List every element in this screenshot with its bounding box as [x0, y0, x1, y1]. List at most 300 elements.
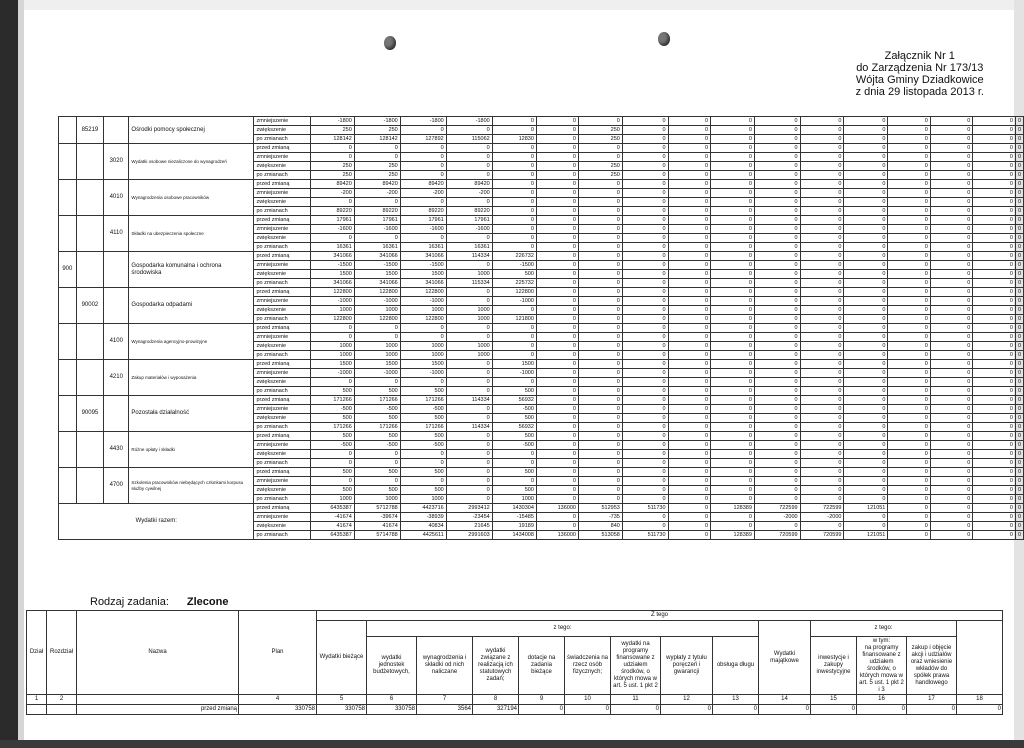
row-label: zwiększenie — [254, 270, 310, 279]
value-cell: -39674 — [354, 513, 400, 522]
row-label: przed zmianą — [254, 216, 310, 225]
value-cell: -200 — [354, 189, 400, 198]
value-cell: 0 — [492, 378, 536, 387]
value-cell: 0 — [973, 261, 1016, 270]
value-cell: 327194 — [473, 705, 519, 715]
value-cell: 0 — [446, 297, 492, 306]
value-cell: 0 — [578, 468, 622, 477]
value-cell: 0 — [446, 450, 492, 459]
value-cell: 1000 — [446, 315, 492, 324]
value-cell: 250 — [310, 126, 354, 135]
task-type-value: Zlecone — [186, 596, 229, 608]
value-cell: 0 — [888, 513, 930, 522]
value-cell: 0 — [754, 135, 800, 144]
value-cell: 0 — [578, 180, 622, 189]
column-number: 17 — [907, 695, 957, 705]
value-cell: 0 — [578, 423, 622, 432]
value-cell: 0 — [668, 459, 710, 468]
value-cell: 0 — [668, 504, 710, 513]
value-cell: 0 — [844, 144, 888, 153]
value-cell: 40834 — [400, 522, 446, 531]
value-cell: 0 — [536, 405, 578, 414]
value-cell: 0 — [536, 315, 578, 324]
value-cell: 0 — [930, 351, 972, 360]
value-cell: 0 — [354, 333, 400, 342]
value-cell: 0 — [622, 243, 668, 252]
section-name: Ośrodki pomocy społecznej — [129, 117, 254, 144]
value-cell: 0 — [844, 126, 888, 135]
value-cell: 720599 — [754, 531, 800, 540]
value-cell: 17961 — [310, 216, 354, 225]
value-cell: 0 — [711, 216, 755, 225]
value-cell: 0 — [622, 513, 668, 522]
value-cell: 128142 — [354, 135, 400, 144]
value-cell: 1500 — [310, 360, 354, 369]
value-cell: 0 — [1015, 189, 1023, 198]
value-cell: -1000 — [492, 297, 536, 306]
value-cell: 0 — [973, 279, 1016, 288]
value-cell: 0 — [446, 468, 492, 477]
value-cell: 0 — [446, 378, 492, 387]
column-number: 15 — [811, 695, 857, 705]
value-cell: -1000 — [310, 369, 354, 378]
value-cell: 16361 — [446, 243, 492, 252]
value-cell: 0 — [536, 306, 578, 315]
value-cell: -2000 — [754, 513, 800, 522]
value-cell: 0 — [400, 198, 446, 207]
value-cell: 0 — [800, 450, 844, 459]
value-cell: 0 — [888, 117, 930, 126]
value-cell: -1000 — [354, 369, 400, 378]
value-cell: 4425611 — [400, 531, 446, 540]
value-cell: 0 — [354, 324, 400, 333]
table-row — [59, 180, 1024, 189]
value-cell: 0 — [1015, 486, 1023, 495]
value-cell: 0 — [578, 270, 622, 279]
row-label: zwiększenie — [254, 162, 310, 171]
value-cell: 0 — [578, 495, 622, 504]
value-cell: 0 — [519, 705, 565, 715]
value-cell: 0 — [754, 207, 800, 216]
value-cell: 121051 — [844, 531, 888, 540]
value-cell: 0 — [973, 522, 1016, 531]
value-cell: 0 — [492, 477, 536, 486]
value-cell: 250 — [578, 171, 622, 180]
value-cell: 1000 — [310, 351, 354, 360]
col-header-zakup-akcji: zakup i objęcie akcji i udziałów oraz wniesienie wkładów do spółek prawa handlowego — [907, 637, 957, 695]
value-cell: 0 — [711, 378, 755, 387]
value-cell: -41674 — [310, 513, 354, 522]
value-cell: 0 — [1015, 279, 1023, 288]
value-cell: 0 — [973, 315, 1016, 324]
value-cell: 1000 — [446, 306, 492, 315]
rozdzial-code: 90002 — [76, 288, 103, 324]
value-cell: 17961 — [446, 216, 492, 225]
value-cell: 341066 — [310, 252, 354, 261]
value-cell: 0 — [1015, 198, 1023, 207]
value-cell: -1500 — [354, 261, 400, 270]
header-issuer: Wójta Gminy Dziadkowice — [855, 74, 984, 86]
column-number: 14 — [759, 695, 811, 705]
value-cell: 250 — [578, 135, 622, 144]
value-cell: 0 — [844, 513, 888, 522]
value-cell: 0 — [622, 486, 668, 495]
value-cell: -500 — [310, 441, 354, 450]
value-cell: 0 — [668, 117, 710, 126]
value-cell: 0 — [536, 423, 578, 432]
value-cell: 0 — [754, 495, 800, 504]
value-cell: 115062 — [446, 135, 492, 144]
section-name: Wynagrodzenia osobowe pracowników — [129, 180, 254, 216]
value-cell: 0 — [668, 261, 710, 270]
value-cell: 0 — [711, 117, 755, 126]
row-label: przed zmianą — [254, 396, 310, 405]
value-cell: 0 — [578, 405, 622, 414]
value-cell: 171266 — [400, 396, 446, 405]
value-cell: 171266 — [354, 423, 400, 432]
value-cell: 0 — [800, 522, 844, 531]
value-cell: 0 — [661, 705, 713, 715]
value-cell: 0 — [622, 297, 668, 306]
table-row — [59, 216, 1024, 225]
value-cell: 0 — [754, 144, 800, 153]
value-cell: 0 — [800, 162, 844, 171]
value-cell: 0 — [844, 441, 888, 450]
value-cell: 0 — [578, 387, 622, 396]
row-label: zwiększenie — [254, 522, 310, 531]
value-cell: 0 — [578, 252, 622, 261]
value-cell: 0 — [800, 495, 844, 504]
value-cell: 0 — [668, 144, 710, 153]
value-cell: 0 — [973, 396, 1016, 405]
value-cell: 0 — [536, 369, 578, 378]
value-cell: 0 — [622, 351, 668, 360]
value-cell: -1800 — [354, 117, 400, 126]
value-cell: 0 — [446, 198, 492, 207]
value-cell: 0 — [711, 297, 755, 306]
value-cell: 0 — [888, 270, 930, 279]
value-cell: 0 — [622, 315, 668, 324]
value-cell: 341066 — [354, 279, 400, 288]
value-cell: 0 — [536, 324, 578, 333]
dzial-code — [59, 216, 77, 252]
value-cell: 0 — [888, 378, 930, 387]
value-cell: 0 — [800, 441, 844, 450]
row-label: zmniejszenie — [254, 513, 310, 522]
value-cell: 0 — [492, 117, 536, 126]
row-label: zwiększenie — [254, 234, 310, 243]
scan-top-shadow — [24, 0, 1024, 10]
value-cell: 0 — [578, 261, 622, 270]
value-cell: 122800 — [354, 288, 400, 297]
value-cell: 0 — [668, 315, 710, 324]
value-cell: 0 — [310, 144, 354, 153]
value-cell: 0 — [973, 270, 1016, 279]
value-cell: 0 — [844, 216, 888, 225]
value-cell: 0 — [668, 153, 710, 162]
value-cell: 0 — [800, 378, 844, 387]
dzial-code: 900 — [59, 252, 77, 288]
value-cell: 0 — [492, 351, 536, 360]
value-cell: 0 — [668, 468, 710, 477]
value-cell: 0 — [800, 306, 844, 315]
value-cell: 0 — [844, 477, 888, 486]
value-cell: 0 — [930, 324, 972, 333]
value-cell: 0 — [446, 153, 492, 162]
value-cell: 0 — [711, 243, 755, 252]
value-cell: 250 — [310, 162, 354, 171]
value-cell: 0 — [844, 279, 888, 288]
value-cell: 0 — [446, 495, 492, 504]
value-cell: 0 — [930, 396, 972, 405]
value-cell: -23454 — [446, 513, 492, 522]
rozdzial-code — [76, 216, 103, 252]
value-cell: 0 — [711, 180, 755, 189]
value-cell: 500 — [492, 486, 536, 495]
value-cell: -1000 — [492, 369, 536, 378]
value-cell: 6435387 — [310, 504, 354, 513]
value-cell: 0 — [711, 351, 755, 360]
value-cell: 0 — [668, 162, 710, 171]
value-cell: 0 — [1015, 135, 1023, 144]
value-cell: 0 — [759, 705, 811, 715]
value-cell: 0 — [400, 153, 446, 162]
value-cell: 0 — [754, 315, 800, 324]
value-cell: 0 — [711, 459, 755, 468]
value-cell: 0 — [536, 162, 578, 171]
dzial-code — [59, 288, 77, 324]
value-cell: 1434008 — [492, 531, 536, 540]
value-cell: 0 — [888, 414, 930, 423]
header-attachment-number: Załącznik Nr 1 — [884, 50, 955, 62]
value-cell: 0 — [973, 459, 1016, 468]
paragraf-code: 4100 — [104, 324, 129, 360]
value-cell: 0 — [1015, 477, 1023, 486]
value-cell: 0 — [1015, 261, 1023, 270]
row-label: przed zmianą — [254, 252, 310, 261]
value-cell: 0 — [536, 495, 578, 504]
value-cell: 0 — [711, 522, 755, 531]
row-label: przed zmianą — [254, 360, 310, 369]
col-header-w-tym: w tym: — [872, 637, 891, 644]
row-label: zmniejszenie — [254, 333, 310, 342]
value-cell: 0 — [536, 486, 578, 495]
value-cell: 0 — [711, 270, 755, 279]
value-cell: 0 — [930, 279, 972, 288]
col-header-wydatki-zwiazane: wydatki związane z realizacją ich statutowych zadań; — [473, 637, 519, 695]
value-cell: 89220 — [446, 207, 492, 216]
value-cell: 0 — [622, 270, 668, 279]
value-cell: 0 — [800, 351, 844, 360]
value-cell: 0 — [930, 378, 972, 387]
value-cell: 0 — [844, 414, 888, 423]
value-cell: 0 — [668, 378, 710, 387]
value-cell: 0 — [578, 324, 622, 333]
value-cell: 0 — [536, 297, 578, 306]
column-number: 16 — [857, 695, 907, 705]
value-cell: 720599 — [800, 531, 844, 540]
value-cell: 0 — [888, 171, 930, 180]
value-cell: 0 — [622, 279, 668, 288]
value-cell: 0 — [754, 414, 800, 423]
value-cell: 0 — [354, 477, 400, 486]
value-cell: 0 — [446, 414, 492, 423]
value-cell: 0 — [888, 459, 930, 468]
scan-left-edge — [0, 0, 18, 748]
value-cell: 0 — [800, 216, 844, 225]
value-cell: 171266 — [310, 396, 354, 405]
value-cell: 0 — [973, 153, 1016, 162]
empty-cell — [47, 705, 77, 715]
rozdzial-code: 85219 — [76, 117, 103, 144]
value-cell: 0 — [888, 351, 930, 360]
value-cell: -1500 — [310, 261, 354, 270]
value-cell: 0 — [888, 342, 930, 351]
value-cell: 0 — [1015, 396, 1023, 405]
row-label: zmniejszenie — [254, 297, 310, 306]
value-cell: 0 — [1015, 180, 1023, 189]
col-header-z-tego-top: Z tego — [317, 611, 1003, 621]
value-cell: 89220 — [310, 207, 354, 216]
value-cell: 0 — [754, 405, 800, 414]
value-cell: -500 — [354, 441, 400, 450]
col-header-wydatki-jednostek: wydatki jednostek budżetowych, — [367, 637, 417, 695]
value-cell: 0 — [711, 369, 755, 378]
value-cell: 0 — [973, 450, 1016, 459]
value-cell: 0 — [400, 450, 446, 459]
value-cell: 0 — [446, 477, 492, 486]
value-cell: 0 — [578, 369, 622, 378]
value-cell: 0 — [754, 225, 800, 234]
section-name: Gospodarka komunalna i ochrona środowiska — [129, 252, 254, 288]
value-cell: 0 — [1015, 369, 1023, 378]
value-cell: 0 — [711, 171, 755, 180]
value-cell: 0 — [1015, 432, 1023, 441]
value-cell: 0 — [578, 360, 622, 369]
value-cell: 1000 — [446, 342, 492, 351]
value-cell: 56932 — [492, 396, 536, 405]
value-cell: 0 — [973, 504, 1016, 513]
value-cell: 0 — [668, 225, 710, 234]
value-cell: 0 — [800, 360, 844, 369]
value-cell: 0 — [1015, 468, 1023, 477]
value-cell: 0 — [578, 144, 622, 153]
value-cell: 0 — [668, 135, 710, 144]
value-cell: 250 — [310, 171, 354, 180]
value-cell: 0 — [754, 270, 800, 279]
value-cell: 0 — [668, 432, 710, 441]
value-cell: 0 — [930, 234, 972, 243]
value-cell: 0 — [578, 477, 622, 486]
value-cell: 0 — [930, 459, 972, 468]
value-cell: 0 — [400, 171, 446, 180]
value-cell: 0 — [578, 306, 622, 315]
value-cell: 0 — [1015, 216, 1023, 225]
value-cell: 0 — [930, 162, 972, 171]
value-cell: 0 — [800, 198, 844, 207]
value-cell: 0 — [754, 171, 800, 180]
value-cell: 0 — [888, 144, 930, 153]
col-header-empty — [957, 621, 1003, 695]
value-cell: 0 — [844, 351, 888, 360]
value-cell: 0 — [668, 270, 710, 279]
value-cell: 0 — [888, 135, 930, 144]
section-name: Gospodarka odpadami — [129, 288, 254, 324]
value-cell: 0 — [492, 225, 536, 234]
value-cell: 0 — [711, 450, 755, 459]
value-cell: 0 — [754, 459, 800, 468]
value-cell: 0 — [1015, 144, 1023, 153]
column-number — [77, 695, 239, 705]
value-cell: 0 — [446, 441, 492, 450]
value-cell: 0 — [800, 288, 844, 297]
value-cell: 1000 — [354, 495, 400, 504]
value-cell: 0 — [492, 216, 536, 225]
value-cell: 0 — [492, 126, 536, 135]
value-cell: 0 — [310, 324, 354, 333]
value-cell: 0 — [973, 333, 1016, 342]
value-cell: 0 — [888, 180, 930, 189]
value-cell: -1000 — [354, 297, 400, 306]
value-cell: 0 — [578, 351, 622, 360]
value-cell: 0 — [668, 252, 710, 261]
value-cell: 0 — [800, 459, 844, 468]
value-cell: 500 — [492, 387, 536, 396]
value-cell: 0 — [1015, 117, 1023, 126]
value-cell: 0 — [668, 369, 710, 378]
value-cell: 0 — [930, 288, 972, 297]
paragraf-code: 4210 — [104, 360, 129, 396]
value-cell: 0 — [973, 432, 1016, 441]
value-cell: 0 — [492, 189, 536, 198]
value-cell: 0 — [754, 216, 800, 225]
value-cell: 0 — [973, 288, 1016, 297]
value-cell: 0 — [844, 189, 888, 198]
value-cell: 0 — [622, 207, 668, 216]
column-number: 2 — [47, 695, 77, 705]
row-label: po zmianach — [254, 315, 310, 324]
value-cell: 0 — [844, 288, 888, 297]
value-cell: 0 — [310, 153, 354, 162]
value-cell: 0 — [492, 333, 536, 342]
value-cell: 0 — [622, 369, 668, 378]
value-cell: 0 — [1015, 531, 1023, 540]
value-cell: 0 — [492, 234, 536, 243]
paragraf-code: 4700 — [104, 468, 129, 504]
value-cell: 0 — [668, 486, 710, 495]
value-cell: 0 — [536, 225, 578, 234]
column-number: 1 — [27, 695, 47, 705]
value-cell: -2000 — [800, 513, 844, 522]
value-cell: 0 — [492, 450, 536, 459]
row-label: przed zmianą — [254, 504, 310, 513]
value-cell: 0 — [611, 705, 661, 715]
value-cell: 0 — [888, 387, 930, 396]
value-cell: 511730 — [622, 531, 668, 540]
value-cell: 0 — [622, 144, 668, 153]
value-cell: 0 — [888, 495, 930, 504]
value-cell: 0 — [800, 261, 844, 270]
value-cell: 0 — [668, 333, 710, 342]
value-cell: 0 — [400, 459, 446, 468]
value-cell: 0 — [668, 477, 710, 486]
value-cell: 250 — [578, 162, 622, 171]
row-label: po zmianach — [254, 351, 310, 360]
value-cell: 0 — [536, 198, 578, 207]
header-regulation-number: do Zarządzenia Nr 173/13 — [856, 62, 984, 74]
rozdzial-code — [76, 360, 103, 396]
row-label: po zmianach — [254, 387, 310, 396]
